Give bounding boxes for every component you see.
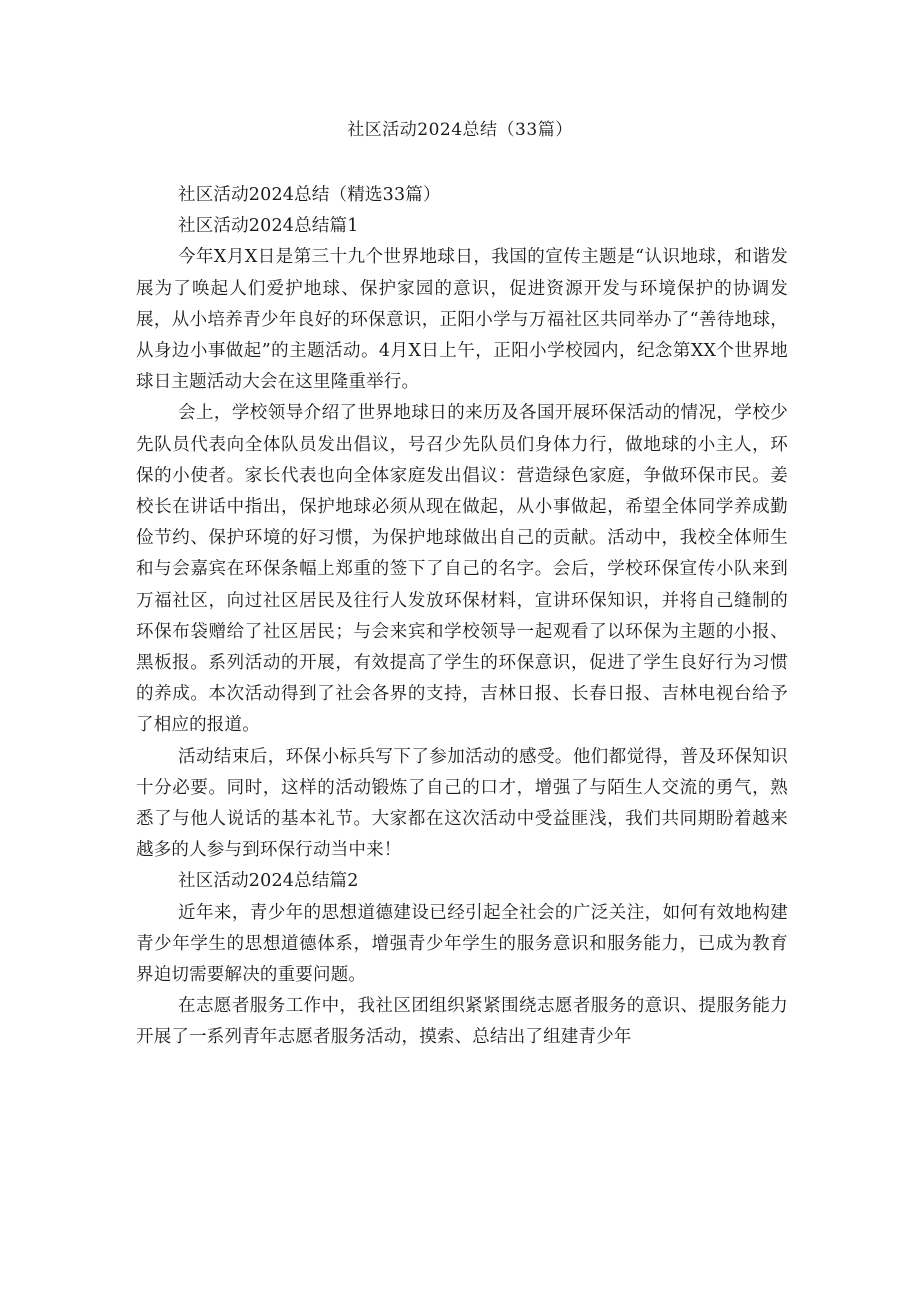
document-body	[136, 180, 788, 1054]
document-title: 社区活动2024总结（33篇）	[347, 120, 573, 140]
document-subtitle: 社区活动2024总结（精选33篇）	[178, 185, 441, 205]
section-2-paragraph: 在志愿者服务工作中，我社区团组织紧紧围绕志愿者服务的意识、提服务能力开展了一系列青年志愿者服务活动，摸索、总结出了组建青少年	[136, 996, 788, 1048]
section-2-paragraph: 近年来，青少年的思想道德建设已经引起全社会的广泛关注，如何有效地构建青少年学生的思想道德体系，增强青少年学生的服务意识和服务能力，已成为教育界迫切需要解决的重要问题。	[136, 902, 788, 986]
section-1-paragraph: 会上，学校领导介绍了世界地球日的来历及各国开展环保活动的情况，学校少先队员代表向全体队员发出倡议，号召少先队员们身体力行，做地球的小主人，环保的小使者。家长代表也向全体家庭发出倡议：营造绿色家庭，争做环保市民。姜校长在讲话中指出，保护地球必须从现在做起，从小事做起，希望全体同学养成勤俭节约、保护环境的好习惯，为保护地球做出自己的贡献。活动中，我校全体师生和与会嘉宾在环保条幅上郑重的签下了自己的名字。会后，学校环保宣传小队来到万福社区，向过社区居民及往行人发放环保材料，宣讲环保知识，并将自己缝制的环保布袋赠给了社区居民；与会来宾和学校领导一起观看了以环保为主题的小报、黑板报。系列活动的开展，有效提高了学生的环保意识，促进了学生良好行为习惯的养成。本次活动得到了社会各界的支持，吉林日报、长春日报、吉林电视台给予了相应的报道。	[136, 403, 788, 736]
section-heading-2: 社区活动2024总结篇2	[178, 871, 359, 892]
section-1-paragraph: 今年X月X日是第三十九个世界地球日，我国的宣传主题是“认识地球，和谐发展为了唤起人们爱护地球、保护家园的意识，促进资源开发与环境保护的协调发展，从小培养青少年良好的环保意识，正阳小学与万福社区共同举办了“善待地球，从身边小事做起”的主题活动。4月X日上午，正阳小学校园内，纪念第XX个世界地球日主题活动大会在这里隆重举行。	[136, 247, 788, 393]
section-1-paragraph: 活动结束后，环保小标兵写下了参加活动的感受。他们都觉得，普及环保知识十分必要。同时，这样的活动锻炼了自己的口才，增强了与陌生人交流的勇气，熟悉了与他人说话的基本礼节。大家都在这次活动中受益匪浅，我们共同期盼着越来越多的人参与到环保行动当中来！	[136, 746, 788, 861]
section-heading-1: 社区活动2024总结篇1	[178, 216, 359, 237]
